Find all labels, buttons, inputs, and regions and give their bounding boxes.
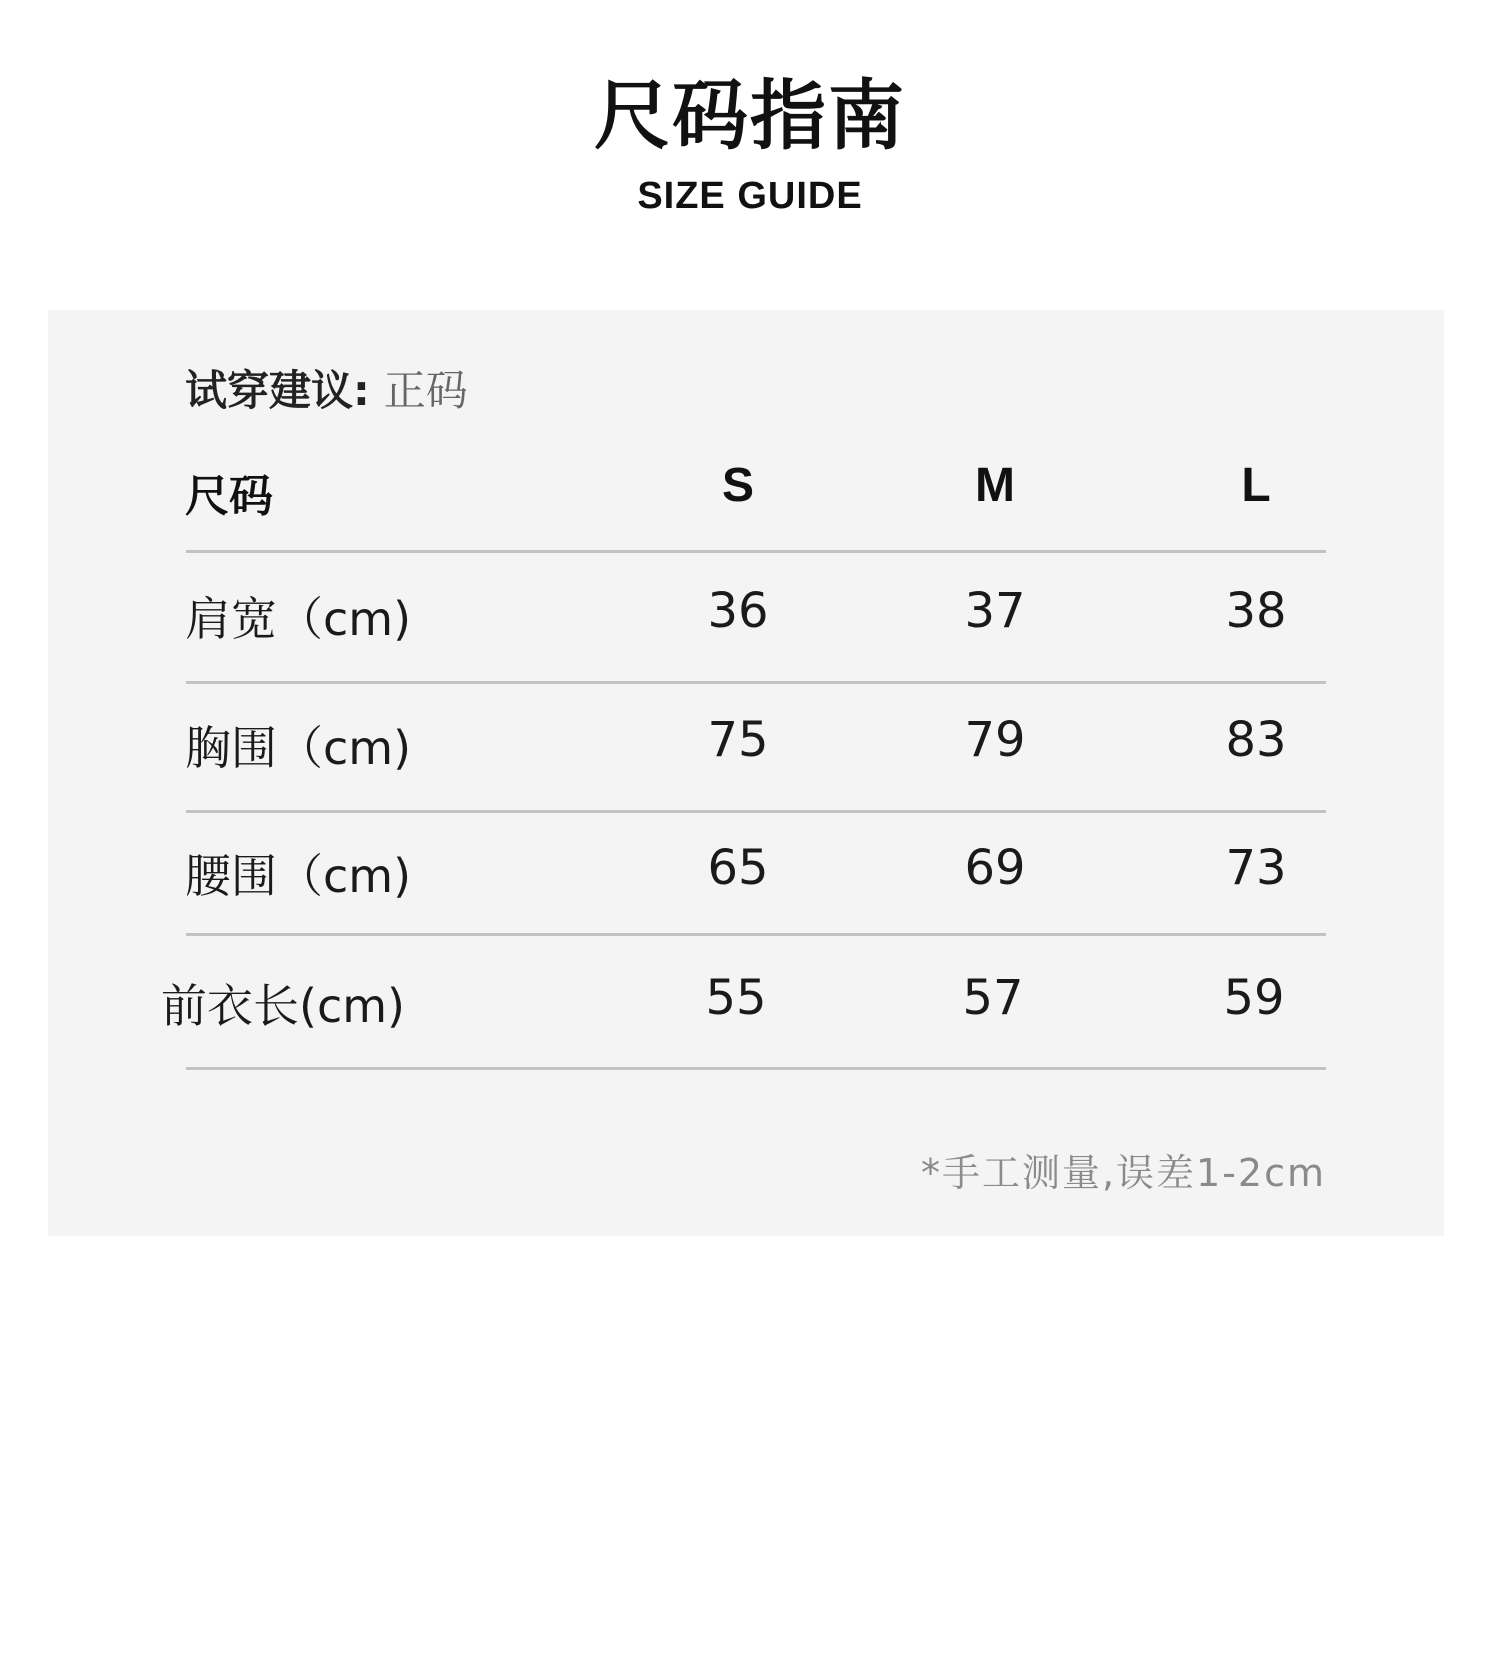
size-column-label: 尺码 [185,471,273,522]
cell-value: 55 [705,970,767,1026]
table-divider [186,933,1326,936]
fit-advice-label: 试穿建议: [185,366,370,415]
cell-value: 69 [964,840,1026,896]
row-label: 胸围（cm) [185,721,412,775]
cell-value: 59 [1223,970,1285,1026]
fit-advice [185,358,468,418]
size-s-header: S [721,459,754,512]
table-divider [186,810,1326,813]
row-label: 肩宽（cm) [185,592,412,646]
page-subtitle: SIZE GUIDE [637,175,863,217]
cell-value: 79 [964,712,1026,768]
cell-value: 75 [707,712,769,768]
cell-value: 65 [707,840,769,896]
cell-value: 37 [964,583,1026,639]
measurement-note: *手工测量,误差1-2cm [920,1151,1326,1195]
cell-value: 36 [707,583,769,639]
table-divider [186,681,1326,684]
cell-value: 83 [1225,712,1287,768]
size-l-header: L [1241,459,1271,512]
size-m-header: M [975,459,1015,512]
table-divider [186,1067,1326,1070]
page-title: 尺码指南 [594,71,906,160]
cell-value: 57 [962,970,1024,1026]
row-label: 前衣长(cm) [161,979,405,1033]
table-divider [186,550,1326,553]
fit-advice-value: 正码 [383,366,468,415]
row-label: 腰围（cm) [185,849,412,903]
cell-value: 73 [1225,840,1287,896]
cell-value: 38 [1225,583,1287,639]
